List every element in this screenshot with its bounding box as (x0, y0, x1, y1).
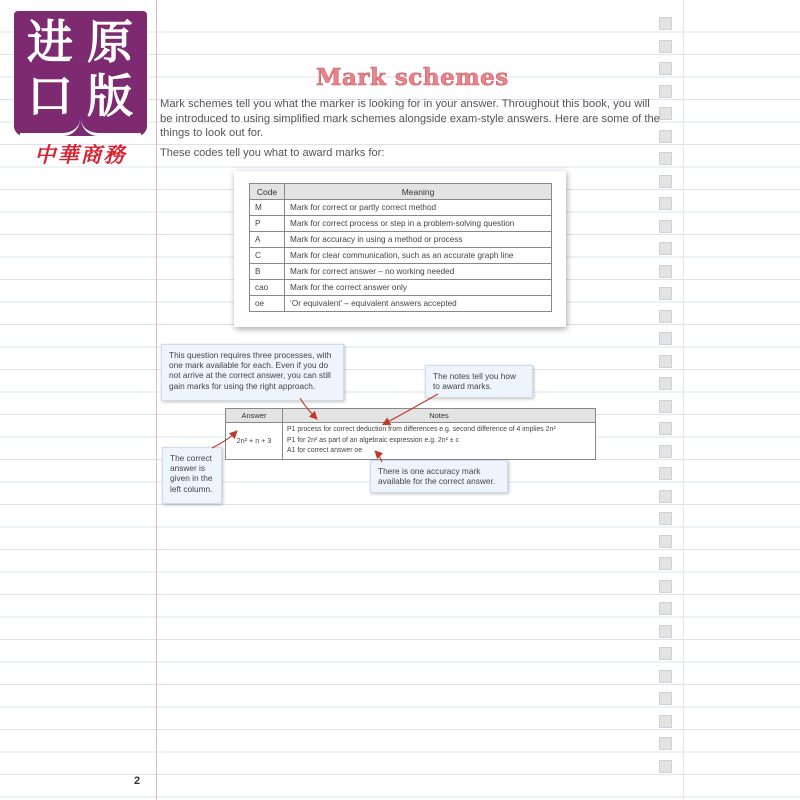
binding-square (659, 602, 672, 615)
note-line: P1 for 2n² as part of an algebraic expression e.g. 2n² ± c (287, 436, 459, 444)
binding-square (659, 355, 672, 368)
binding-square (659, 535, 672, 548)
logo-char: 原 (87, 15, 133, 69)
binding-square (659, 512, 672, 525)
binding-square (659, 580, 672, 593)
codes-table (249, 183, 552, 312)
binding-square (659, 17, 672, 30)
binding-square (659, 377, 672, 390)
table-row (226, 423, 596, 460)
binding-square (659, 490, 672, 503)
note-line: P1 process for correct deduction from differences e.g. second difference of 4 implies 2n² (287, 426, 556, 433)
logo-char: 版 (87, 69, 133, 123)
meaning-cell: Mark for correct or partly correct method (285, 200, 552, 216)
table-row (250, 200, 552, 216)
meaning-cell: ‘Or equivalent’ – equivalent answers accepted (285, 296, 552, 312)
table-header-row (250, 184, 552, 200)
page-title: Mark schemes (316, 64, 509, 91)
binding-square (659, 40, 672, 53)
note-line: A1 for correct answer oe (287, 447, 363, 454)
binding-square (659, 332, 672, 345)
code-cell: C (250, 248, 285, 264)
header-answer: Answer (226, 409, 283, 423)
code-cell: oe (250, 296, 285, 312)
binding-square (659, 715, 672, 728)
table-row (250, 216, 552, 232)
binding-square (659, 62, 672, 75)
page-number: 2 (134, 775, 141, 787)
logo-char: 口 (27, 69, 73, 123)
logo-subtitle: 中華商務 (34, 142, 127, 167)
meaning-cell: Mark for clear communication, such as an accurate graph line (285, 248, 552, 264)
binding-square (659, 85, 672, 98)
table-row (250, 264, 552, 280)
binding-square (659, 152, 672, 165)
binding-square (659, 422, 672, 435)
binding-square (659, 175, 672, 188)
codes-intro: These codes tell you what to award marks for: (160, 147, 385, 159)
logo-char: 进 (27, 15, 73, 69)
table-row (250, 296, 552, 312)
code-cell: B (250, 264, 285, 280)
table-row (250, 280, 552, 296)
meaning-cell: Mark for correct process or step in a problem-solving question (285, 216, 552, 232)
binding-square (659, 242, 672, 255)
publisher-logo (14, 11, 147, 173)
right-rule (683, 0, 684, 800)
binding-square (659, 400, 672, 413)
header-meaning: Meaning (285, 184, 552, 200)
binding-square (659, 670, 672, 683)
intro-paragraph: Mark schemes tell you what the marker is looking for in your answer. Throughout this book, you will be introduced to using simplified mark schemes alongside exam-style answers. Here are some of the things to look out for. (160, 98, 660, 139)
binding-square (659, 287, 672, 300)
callout-correct-answer: The correct answer is given in the left column. (162, 447, 222, 504)
table-row (250, 248, 552, 264)
table-row (250, 232, 552, 248)
binding-square (659, 760, 672, 773)
binding-square (659, 737, 672, 750)
table-header-row (226, 409, 596, 423)
notes-cell (283, 423, 596, 460)
binding-square (659, 557, 672, 570)
example-mark-scheme-table (225, 408, 596, 460)
code-cell: cao (250, 280, 285, 296)
code-cell: A (250, 232, 285, 248)
binding-square (659, 625, 672, 638)
callout-accuracy-mark: There is one accuracy mark available for the correct answer. (370, 460, 508, 493)
codes-card (234, 171, 566, 327)
margin-line (156, 0, 157, 800)
binding-square (659, 445, 672, 458)
code-cell: M (250, 200, 285, 216)
callout-notes: The notes tell you how to award marks. (425, 365, 533, 398)
meaning-cell: Mark for accuracy in using a method or process (285, 232, 552, 248)
answer-cell: 2n² + n + 3 (226, 423, 283, 460)
header-code: Code (250, 184, 285, 200)
header-notes: Notes (283, 409, 596, 423)
binding-square (659, 130, 672, 143)
binding-square (659, 197, 672, 210)
binding-square (659, 310, 672, 323)
binding-square (659, 647, 672, 660)
binding-square (659, 107, 672, 120)
code-cell: P (250, 216, 285, 232)
meaning-cell: Mark for the correct answer only (285, 280, 552, 296)
callout-three-processes: This question requires three processes, with one mark available for each. Even if you do not arrive at the correct answer, you can still gain marks for using the right approach. (161, 344, 344, 401)
binding-square (659, 265, 672, 278)
binding-square (659, 692, 672, 705)
meaning-cell: Mark for correct answer – no working needed (285, 264, 552, 280)
binding-square (659, 467, 672, 480)
binding-square (659, 220, 672, 233)
